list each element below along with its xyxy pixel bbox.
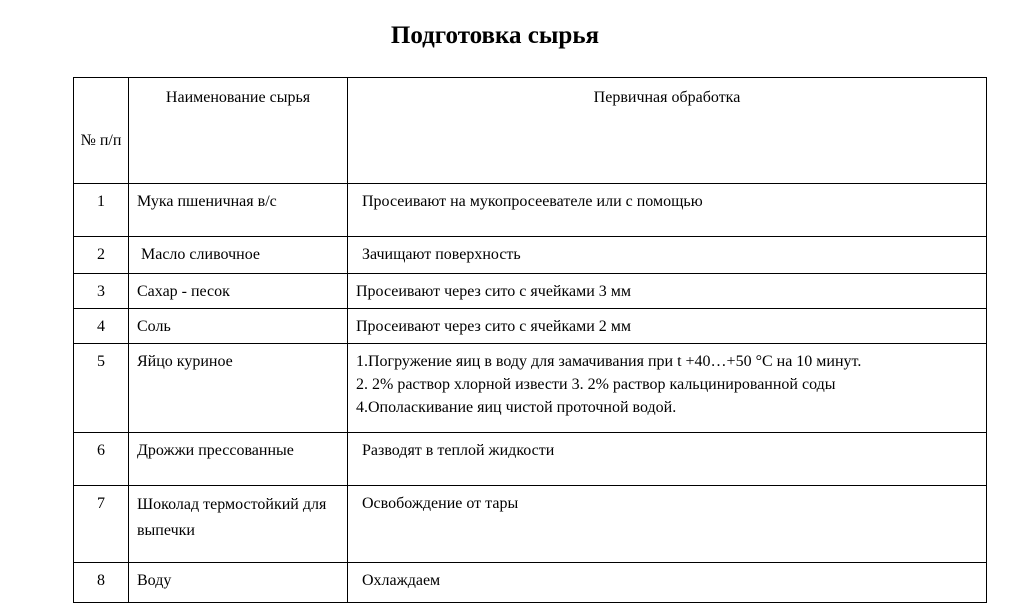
table-row (74, 344, 987, 433)
row-processing: Просеивают на мукопросеевателе или с помощью (348, 184, 987, 237)
row-name: Яйцо куриное (129, 344, 348, 433)
row-processing: Освобождение от тары (348, 486, 987, 563)
row-processing: 1.Погружение яиц в воду для замачивания при t +40…+50 °С на 10 минут. 2. 2% раствор хлорной извести 3. 2% раствор кальцинированной соды 4.Ополаскивание яиц чистой проточной водой. (348, 344, 987, 433)
table-header-row (74, 78, 987, 184)
table-row (74, 237, 987, 274)
table-row (74, 486, 987, 563)
table-row (74, 309, 987, 344)
header-name: Наименование сырья (129, 78, 348, 184)
table-row (74, 184, 987, 237)
row-num: 8 (74, 563, 129, 603)
row-processing: Просеивают через сито с ячейками 2 мм (348, 309, 987, 344)
row-name: Воду (129, 563, 348, 603)
row-num: 3 (74, 274, 129, 309)
table-row (74, 433, 987, 486)
row-num: 2 (74, 237, 129, 274)
row-name: Дрожжи прессованные (129, 433, 348, 486)
row-num: 7 (74, 486, 129, 563)
row-name: Сахар - песок (129, 274, 348, 309)
header-processing: Первичная обработка (348, 78, 987, 184)
row-num: 1 (74, 184, 129, 237)
row-name: Шоколад термостойкий для выпечки (129, 486, 348, 563)
table-row (74, 274, 987, 309)
row-num: 6 (74, 433, 129, 486)
raw-materials-table (73, 77, 987, 603)
row-processing: Зачищают поверхность (348, 237, 987, 274)
row-name: Мука пшеничная в/с (129, 184, 348, 237)
row-name: Соль (129, 309, 348, 344)
row-num: 4 (74, 309, 129, 344)
table-row (74, 563, 987, 603)
row-num: 5 (74, 344, 129, 433)
row-processing: Охлаждаем (348, 563, 987, 603)
page-title: Подготовка сырья (390, 22, 600, 49)
row-processing: Разводят в теплой жидкости (348, 433, 987, 486)
row-processing: Просеивают через сито с ячейками 3 мм (348, 274, 987, 309)
row-name: Масло сливочное (129, 237, 348, 274)
header-num: № п/п (74, 78, 129, 184)
